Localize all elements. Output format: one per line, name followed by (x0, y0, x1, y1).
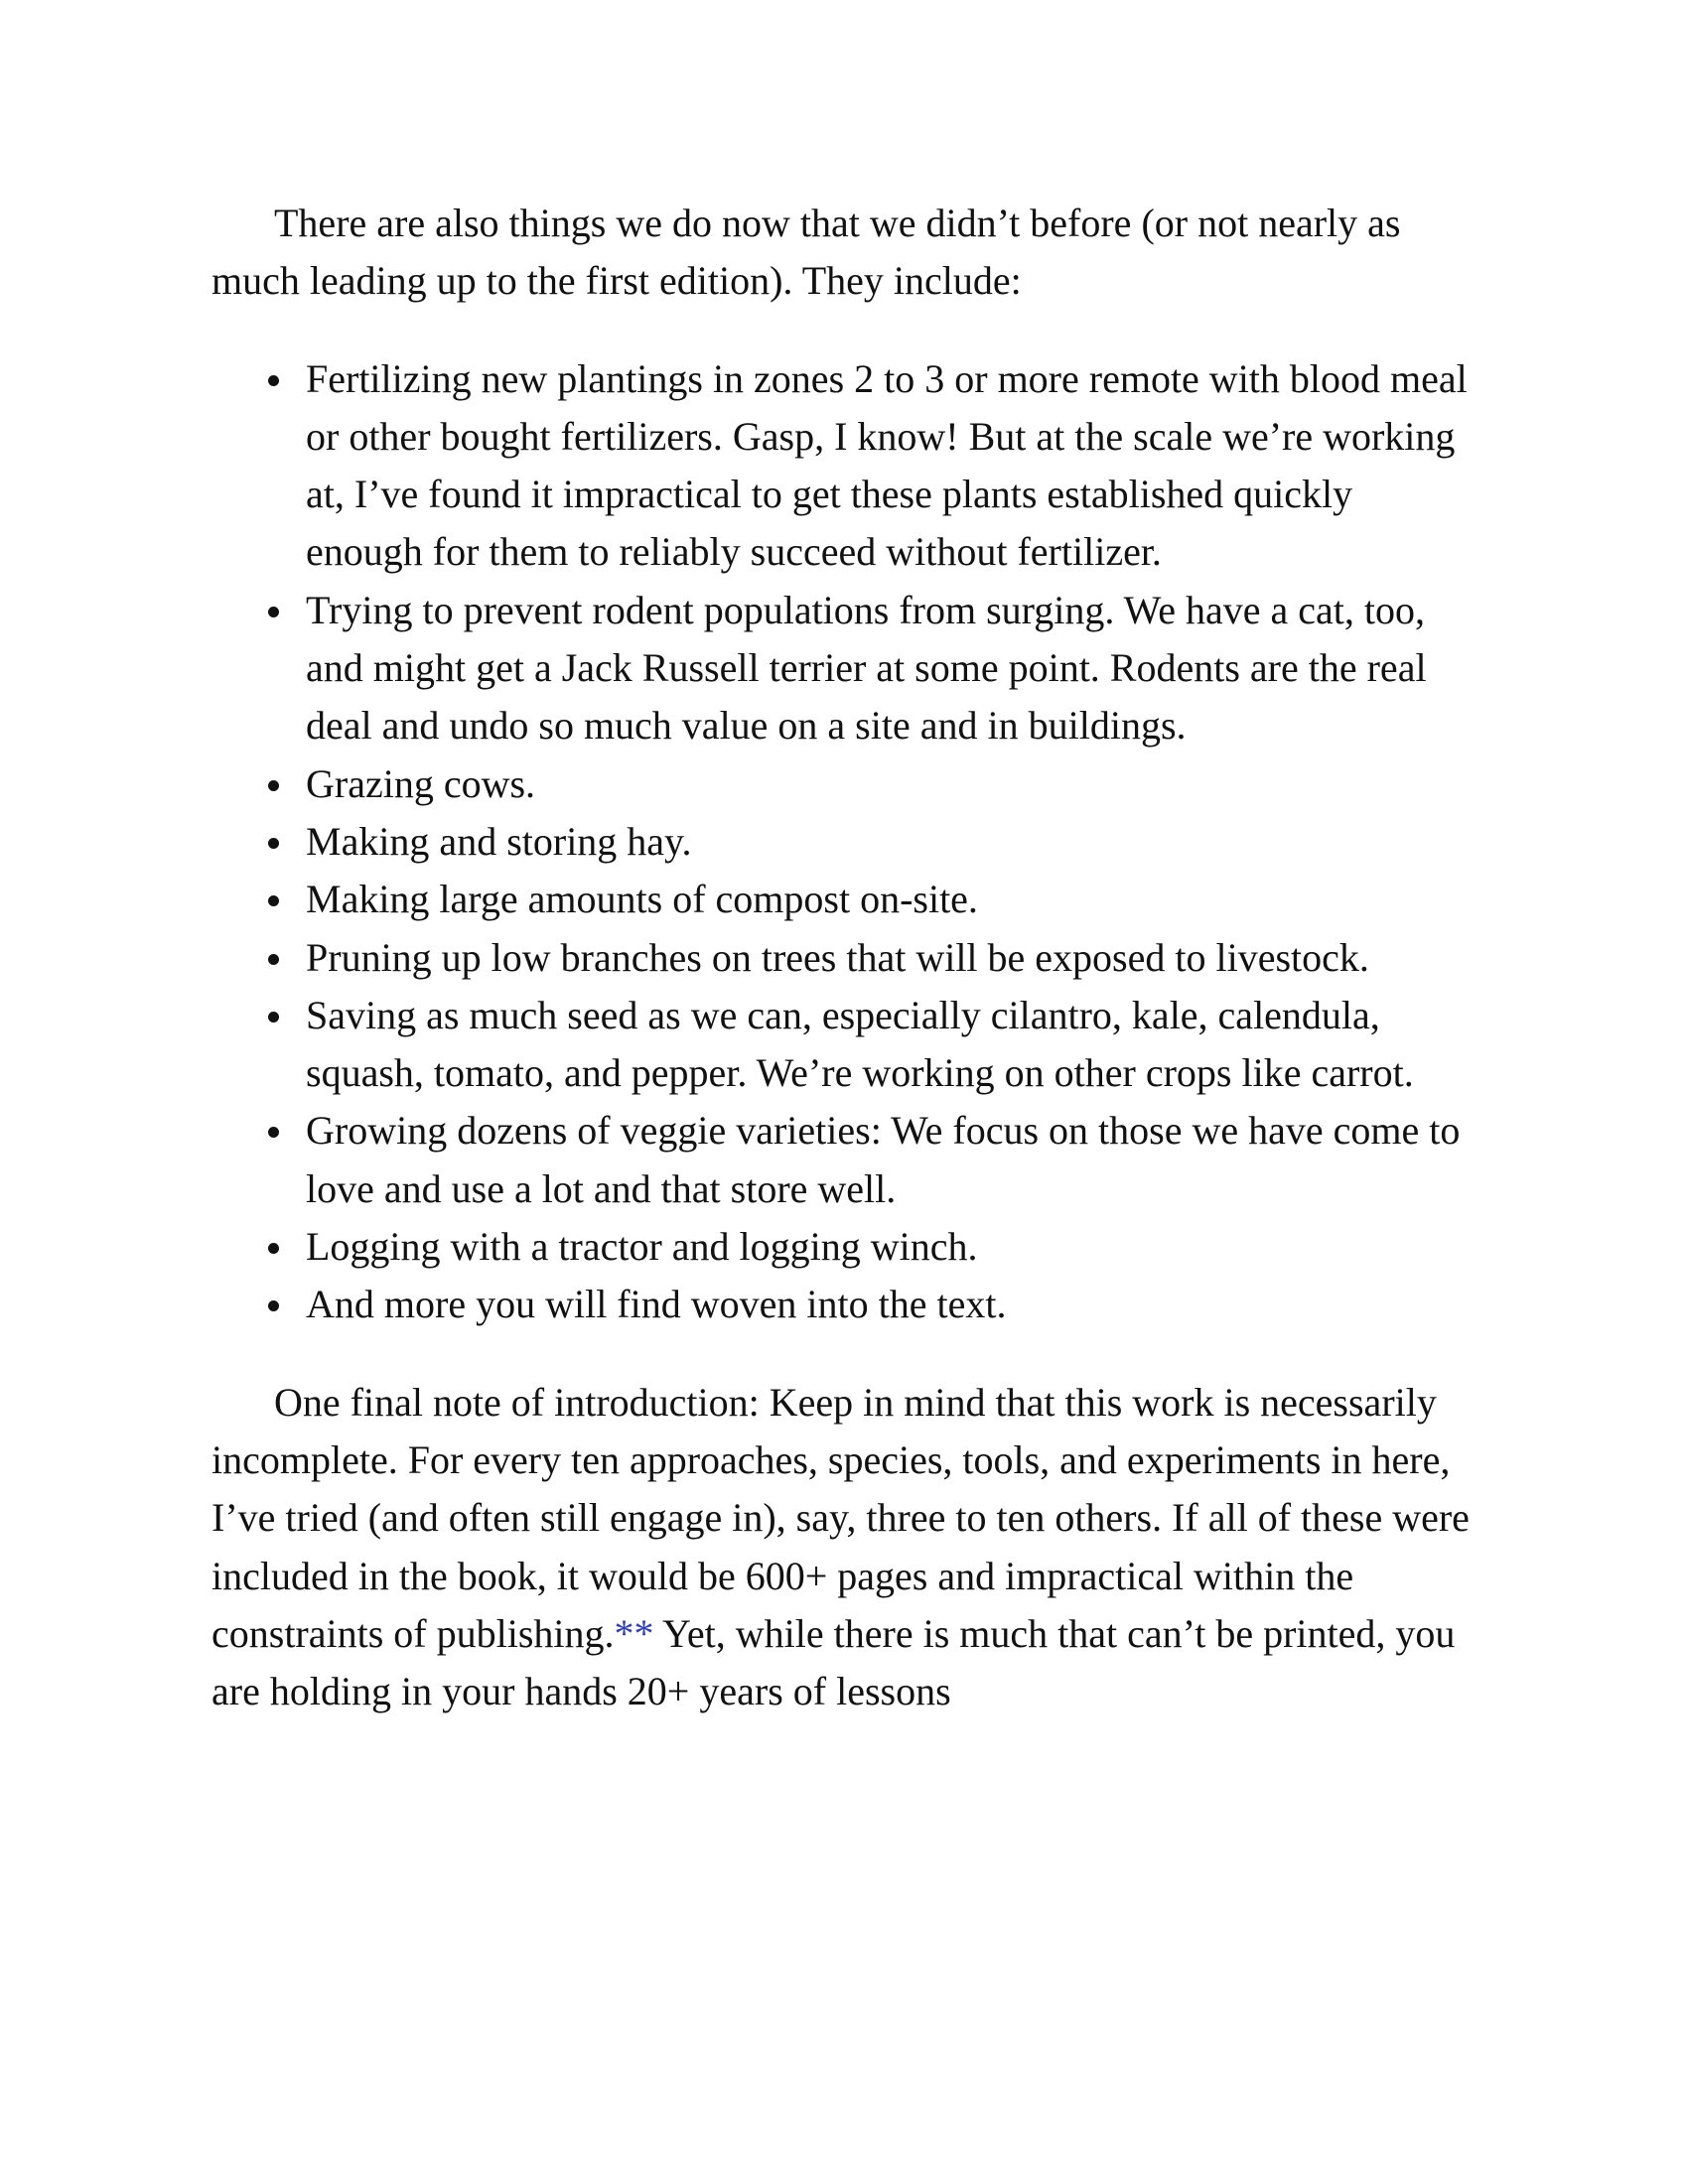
final-paragraph-continuation: Yet, while there is much that can’t be printed, you are holding in your hands 20+ years of lessons (211, 1610, 1456, 1714)
footnote-link[interactable]: ** (614, 1610, 654, 1656)
intro-paragraph: There are also things we do now that we didn’t before (or not nearly as much leading up to the first edition). They include: (211, 201, 1401, 304)
bullet-icon (268, 1127, 279, 1138)
list-item (211, 755, 1468, 813)
list-item-text: Fertilizing new plantings in zones 2 to 3 or more remote with blood meal or other bought fertilizers. Gasp, I know! But at the scale we’re working at, I’ve found it impractical to get these plants established quickly enough for them to reliably succeed without fertilizer. (306, 355, 1468, 575)
list-item (211, 929, 1468, 987)
list-item (211, 1276, 1468, 1333)
list-item (211, 1102, 1468, 1218)
document-page (211, 195, 1492, 1720)
bullet-icon (268, 1243, 279, 1254)
bullet-icon (268, 1300, 279, 1311)
list-item-text: And more you will find woven into the text. (306, 1282, 1007, 1327)
bullet-icon (268, 375, 279, 386)
list-item-text: Making and storing hay. (306, 818, 692, 864)
list-item (211, 1218, 1468, 1276)
list-item-text: Making large amounts of compost on-site. (306, 877, 978, 922)
list-item-text: Logging with a tractor and logging winch. (306, 1224, 978, 1270)
practice-list (211, 350, 1492, 1334)
list-item (211, 813, 1468, 871)
list-item (211, 871, 1468, 928)
list-item (211, 350, 1468, 582)
list-item (211, 582, 1468, 755)
bullet-icon (268, 895, 279, 906)
bullet-icon (268, 1012, 279, 1023)
list-item-text: Saving as much seed as we can, especially cilantro, kale, calendula, squash, tomato, and pepper. We’re working on other crops like carrot. (306, 992, 1414, 1096)
bullet-icon (268, 838, 279, 849)
list-item (211, 987, 1468, 1103)
final-paragraph-text: One final note of introduction: Keep in mind that this work is necessarily incomplete. For every ten approaches, species, tools, and experiments in here, I’ve tried (and often still engage in), say, three to ten others. If all of these were included in the book, it would be 600+ pages and impractical within the constraints of publishing. (211, 1379, 1470, 1656)
bullet-icon (268, 780, 279, 791)
bullet-icon (268, 954, 279, 965)
list-item-text: Trying to prevent rodent populations from surging. We have a cat, too, and might get a Jack Russell terrier at some point. Rodents are the real deal and undo so much value on a site and in buildings. (306, 587, 1427, 749)
bullet-icon (268, 607, 279, 617)
list-item-text: Grazing cows. (306, 760, 536, 806)
list-item-text: Growing dozens of veggie varieties: We focus on those we have come to love and use a lot and that store well. (306, 1108, 1461, 1211)
final-paragraph (211, 1374, 1492, 1721)
list-item-text: Pruning up low branches on trees that will be exposed to livestock. (306, 934, 1369, 980)
